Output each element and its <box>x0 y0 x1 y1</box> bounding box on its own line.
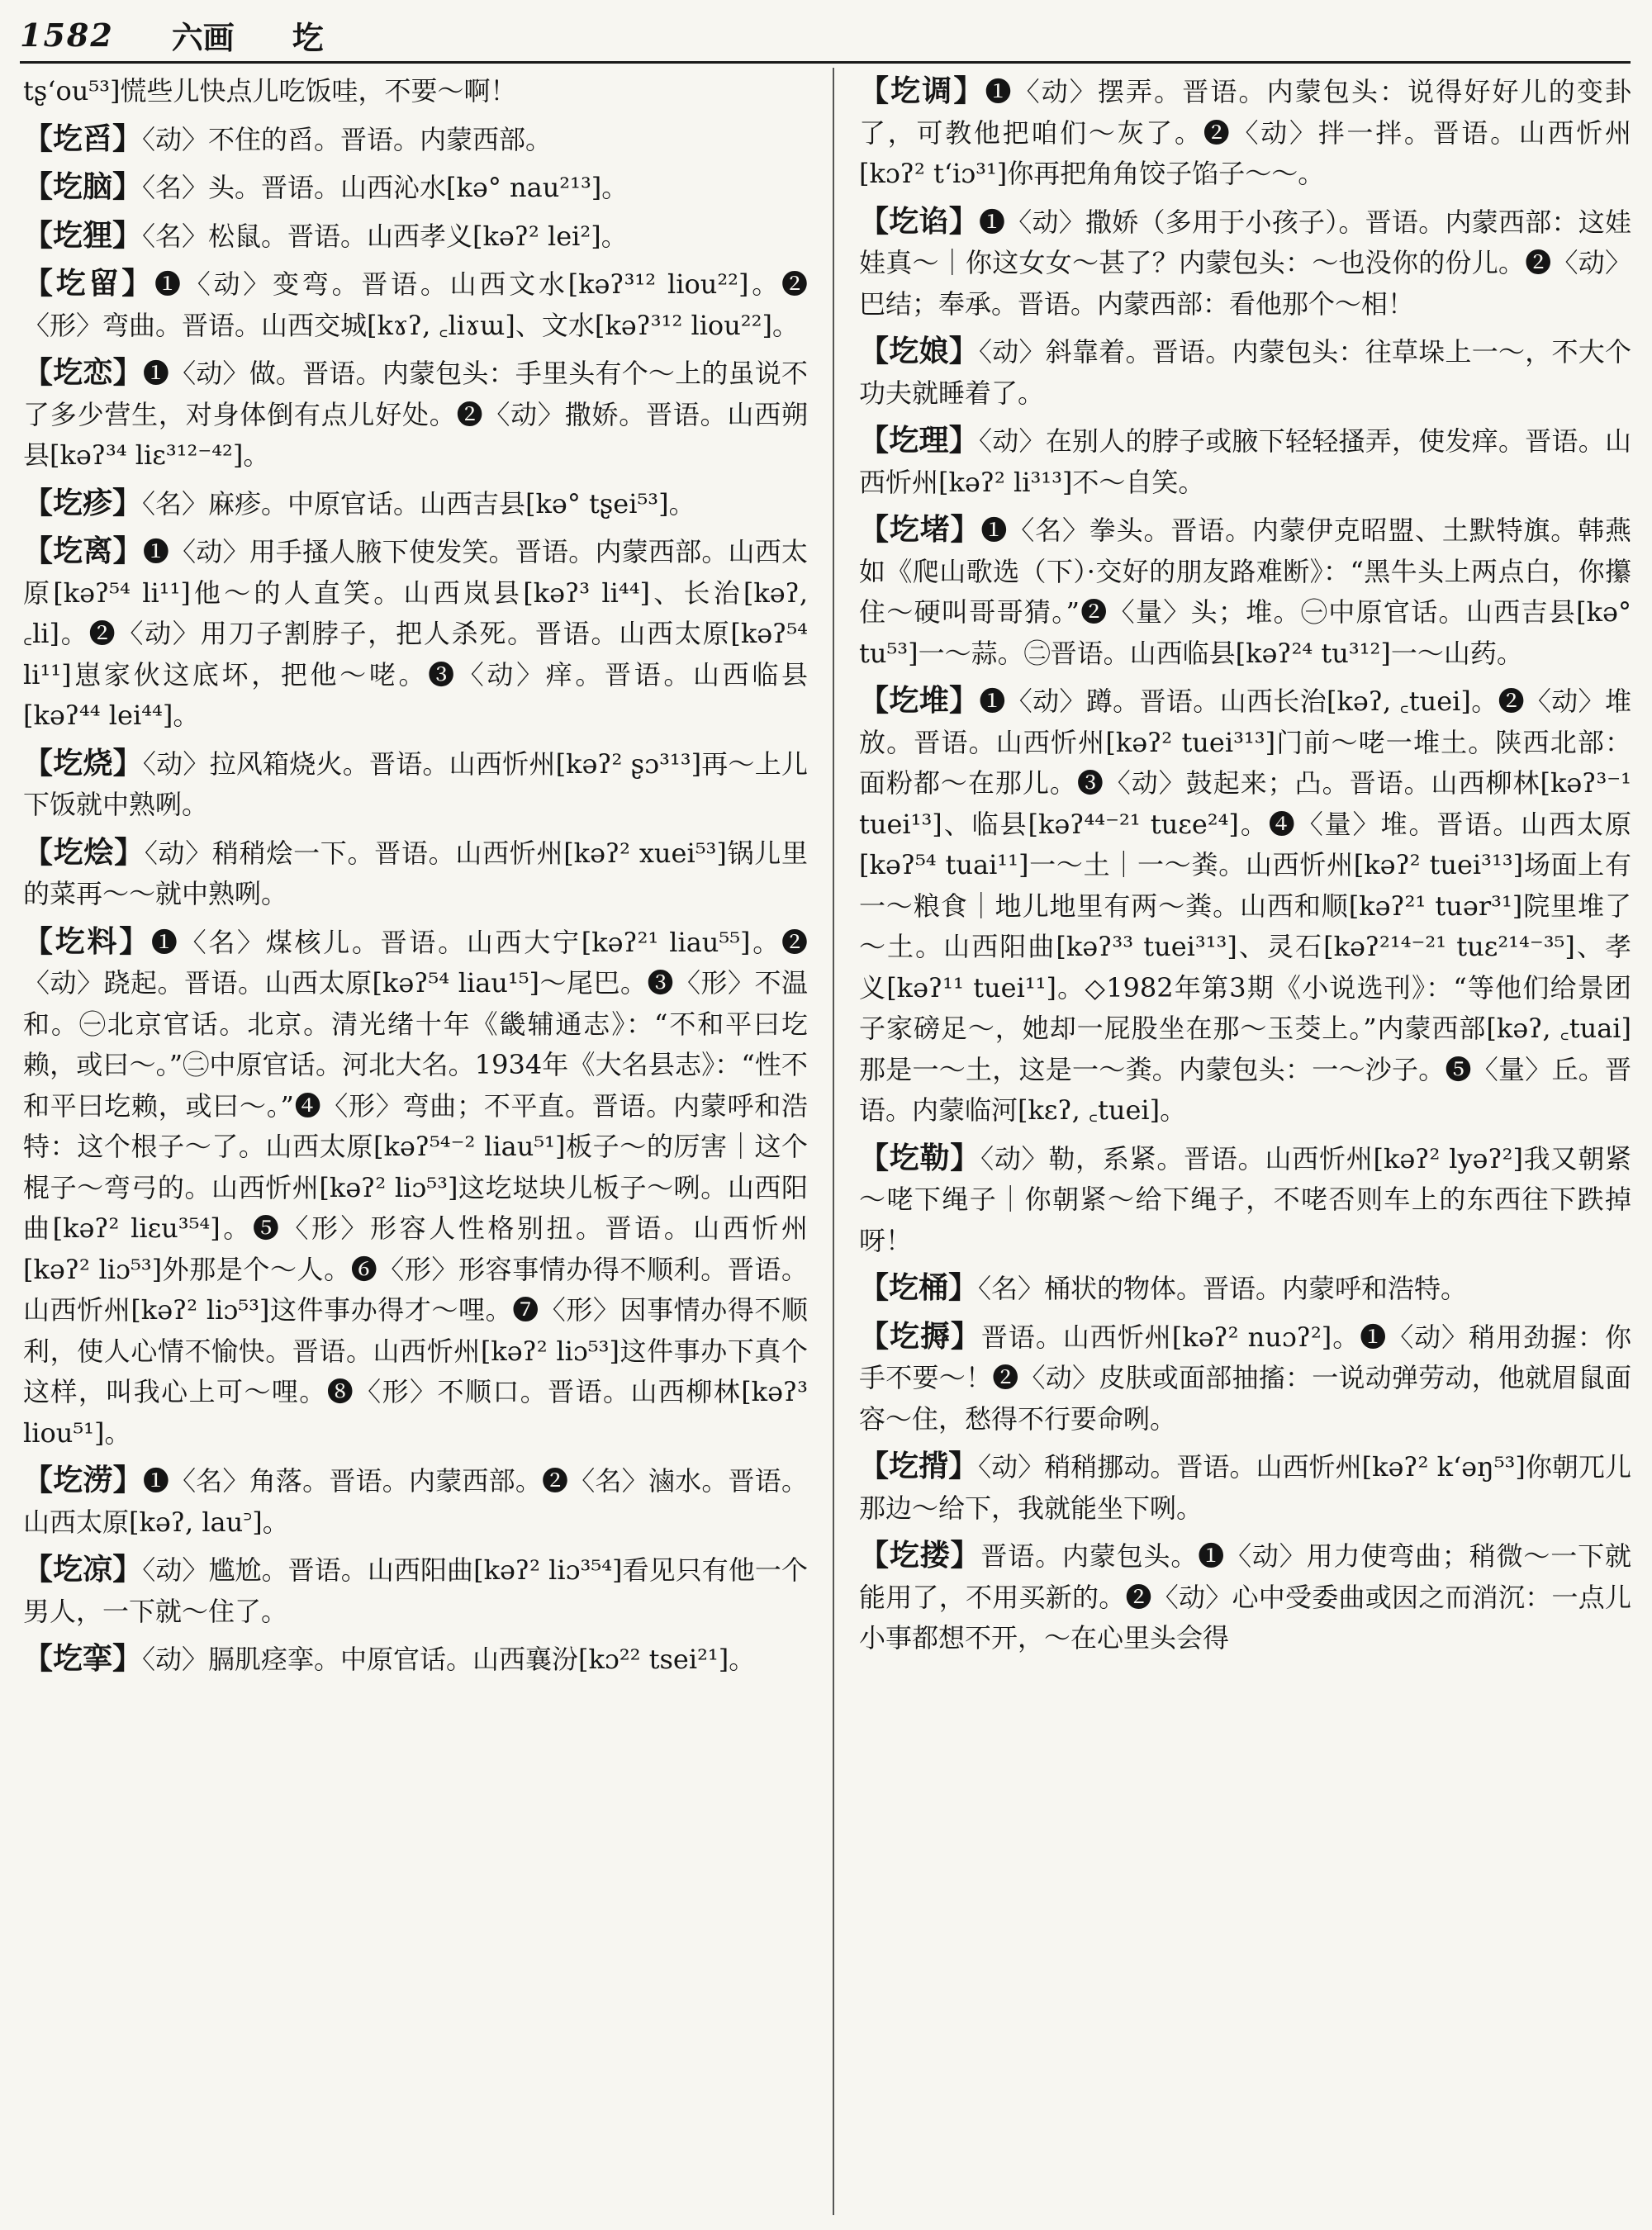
headword: 【圪调】 <box>859 74 985 108</box>
entry-ge-li-squirrel: 【圪狸】〈名〉松鼠。晋语。山西孝义[kəʔ² lei²]。 <box>23 217 628 253</box>
entry-ge-yao: 【圪舀】〈动〉不住的舀。晋语。内蒙西部。 <box>23 121 553 156</box>
headword: 【圪堆】 <box>859 683 980 718</box>
entry-ge-shao: 【圪烧】〈动〉拉风箱烧火。晋语。山西忻州[kəʔ² ʂɔ³¹³]再～上儿下饭就中熟咧。 <box>23 745 808 820</box>
entry-ge-lou: 【圪搂】晋语。内蒙包头。❶〈动〉用力使弯曲；稍微～一下就能用了，不用买新的。❷〈动〉心中受委曲或因之而消沉：一点儿小事都想不开，～在心里头会得 <box>859 1538 1631 1654</box>
entry-ge-nao: 【圪脑】〈名〉头。晋语。山西沁水[kə° nau²¹³]。 <box>23 169 629 204</box>
column-divider <box>833 68 834 2215</box>
entry-ge-dui: 【圪堆】❶〈动〉蹲。晋语。山西长治[kəʔ, ꜀tuei]。❷〈动〉堆放。晋语。山西忻州[kəʔ² tuei³¹³]门前～咾一堆土。陕西北部：面粉都～在那儿。❸〈动〉鼓起来；凸。晋语。山西柳林[kəʔ³⁻¹ tuei¹³]、临县[kəʔ⁴⁴⁻²¹ tuɛe²⁴]。❹〈量〉堆。晋语。山西太原[kəʔ⁵⁴ tuai¹¹]一～土｜一～粪。山西忻州[kəʔ² tuei³¹³]场面上有一～粮食｜地儿地里有两～粪。山西和顺[kəʔ²¹ tuər³¹]院里堆了～土。山西阳曲[kəʔ³³ tuei³¹³]、灵石[kəʔ²¹⁴⁻²¹ tuɛ²¹⁴⁻³⁵]、孝义[kəʔ¹¹ tuei¹¹]。◇1982年第3期《小说选刊》：“等他们给景团子家磅足～，她却一屁股坐在那～玉茭上。”内蒙西部[kəʔ, ꜀tuai]那是一～土，这是一～粪。内蒙包头：一～沙子。❺〈量〉丘。晋语。内蒙临河[kɛʔ, ꜀tuei]。 <box>859 683 1631 1126</box>
entry-ge-luan: 【圪挛】〈动〉膈肌痉挛。中原官话。山西襄汾[kɔ²² tsei²¹]。 <box>23 1641 756 1676</box>
entry-ge-ken: 【圪揹】〈动〉稍稍挪动。晋语。山西忻州[kəʔ² k‘əŋ⁵³]你朝兀儿那边～给下，我就能坐下咧。 <box>859 1449 1631 1524</box>
header-rule <box>20 61 1631 64</box>
headword: 【圪堵】 <box>859 512 981 547</box>
page-number: 1582 <box>20 16 114 54</box>
entry-ge-lao: 【圪涝】❶〈名〉角落。晋语。内蒙西部。❷〈名〉滷水。晋语。山西太原[kəʔ, lau꜄]。 <box>23 1463 808 1538</box>
headword: 【圪留】 <box>23 266 155 301</box>
entry-ge-chan: 【圪谄】❶〈动〉撒娇（多用于小孩子）。晋语。内蒙西部：这娃娃真～｜你这女女～甚了？内蒙包头：～也没你的份儿。❷〈动〉巴结；奉承。晋语。内蒙西部：看他那个～相！ <box>859 203 1631 320</box>
headword: 【圪理】 <box>859 423 979 458</box>
entry-ge-liu: 【圪留】❶〈动〉变弯。晋语。山西文水[kəʔ³¹² liou²²]。❷〈形〉弯曲。晋语。山西交城[kɤʔ, ꜀liɤɯ]、文水[kəʔ³¹² liou²²]。 <box>23 266 808 341</box>
entry-ge-li-itch: 【圪理】〈动〉在别人的脖子或腋下轻轻搔弄，使发痒。晋语。山西忻州[kəʔ² li³¹³]不～自笑。 <box>859 423 1631 498</box>
headword: 【圪揹】 <box>859 1449 979 1483</box>
headword: 【圪谄】 <box>859 203 979 239</box>
headword: 【圪搙】 <box>859 1318 981 1354</box>
entry-ge-du: 【圪堵】❶〈名〉拳头。晋语。内蒙伊克昭盟、土默特旗。韩燕如《爬山歌选（下）·交好的朋友路难断》：“黑牛头上两点白，你攥住～硬叫哥哥猜。”❷〈量〉头；堆。㊀中原官话。山西吉县[kə° tu⁵³]一～蒜。㊁晋语。山西临县[kəʔ²⁴ tu³¹²]一～山药。 <box>859 512 1631 669</box>
headword: 【圪烧】 <box>23 745 143 780</box>
entry-ge-hui: 【圪烩】〈动〉稍稍烩一下。晋语。山西忻州[kəʔ² xuei⁵³]锅儿里的菜再～～就中熟咧。 <box>23 834 808 909</box>
headword: 【圪娘】 <box>859 334 979 368</box>
headword: 【圪搂】 <box>859 1538 981 1573</box>
headword: 【圪脑】 <box>23 169 143 204</box>
headword: 【圪凉】 <box>23 1552 143 1587</box>
headword: 【圪勒】 <box>859 1140 981 1175</box>
header-character: 圪 <box>292 18 324 56</box>
section-label: 六画 <box>171 18 235 56</box>
headword: 【圪涝】 <box>23 1463 143 1497</box>
headword: 【圪离】 <box>23 534 143 568</box>
right-column <box>859 71 1631 2218</box>
left-column <box>23 71 808 2218</box>
entry-ge-liao: 【圪料】❶〈名〉煤核儿。晋语。山西大宁[kəʔ²¹ liau⁵⁵]。❷〈动〉跷起。晋语。山西太原[kəʔ⁵⁴ liau¹⁵]～尾巴。❸〈形〉不温和。㊀北京官话。北京。清光绪十年《畿辅通志》：“不和平曰圪赖，或曰～。”㊁中原官话。河北大名。1934年《大名县志》：“性不和平曰圪赖，或曰～。”❹〈形〉弯曲；不平直。晋语。内蒙呼和浩特：这个根子～了。山西太原[kəʔ⁵⁴⁻² liau⁵¹]板子～的厉害｜这个棍子～弯弓的。山西忻州[kəʔ² liɔ⁵³]这圪垯块儿板子～咧。山西阳曲[kəʔ² liɛu³⁵⁴]。❺〈形〉形容人性格别扭。晋语。山西忻州[kəʔ² liɔ⁵³]外那是个～人。❻〈形〉形容事情办得不顺利。晋语。山西忻州[kəʔ² liɔ⁵³]这件事办得才～哩。❼〈形〉因事情办得不顺利，使人心情不愉快。晋语。山西忻州[kəʔ² liɔ⁵³]这件事办下真个这样，叫我心上可～哩。❽〈形〉不顺口。晋语。山西柳林[kəʔ³ liou⁵¹]。 <box>23 923 808 1449</box>
entry-ge-nuo: 【圪搙】晋语。山西忻州[kəʔ² nuɔʔ²]。❶〈动〉稍用劲握：你手不要～！❷〈动〉皮肤或面部抽搐：一说动弹劳动，他就眉鼠面容～住，愁得不行要命咧。 <box>859 1318 1631 1435</box>
headword: 【圪恋】 <box>23 355 143 390</box>
entry-ge-liang: 【圪凉】〈动〉尴尬。晋语。山西阳曲[kəʔ² liɔ³⁵⁴]看见只有他一个男人，一下就～住了。 <box>23 1552 808 1627</box>
headword: 【圪挛】 <box>23 1641 143 1676</box>
entry-ge-tong: 【圪桶】〈名〉桶状的物体。晋语。内蒙呼和浩特。 <box>859 1270 1468 1305</box>
entry-ge-lian: 【圪恋】❶〈动〉做。晋语。内蒙包头：手里头有个～上的虽说不了多少营生，对身体倒有点儿好处。❷〈动〉撒娇。晋语。山西朔县[kəʔ³⁴ liɛ³¹²⁻⁴²]。 <box>23 355 808 471</box>
headword: 【圪桶】 <box>859 1270 979 1305</box>
page-header <box>20 8 1631 61</box>
headword: 【圪疹】 <box>23 485 143 520</box>
headword: 【圪料】 <box>23 923 151 959</box>
entry-ge-zhen: 【圪疹】〈名〉麻疹。中原官话。山西吉县[kə° tʂei⁵³]。 <box>23 485 695 520</box>
headword: 【圪烩】 <box>23 834 145 870</box>
entry-ge-li-tickle: 【圪离】❶〈动〉用手搔人腋下使发笑。晋语。内蒙西部。山西太原[kəʔ⁵⁴ li¹¹]他～的人直笑。山西岚县[kəʔ³ li⁴⁴]、长治[kəʔ, ꜀li]。❷〈动〉用刀子割脖子，把人杀死。晋语。山西太原[kəʔ⁵⁴ li¹¹]崽家伙这底坏，把他～咾。❸〈动〉痒。晋语。山西临县[kəʔ⁴⁴ lei⁴⁴]。 <box>23 534 808 731</box>
headword: 【圪舀】 <box>23 121 143 156</box>
entry-ge-le: 【圪勒】〈动〉勒，系紧。晋语。山西忻州[kəʔ² lyəʔ²]我又朝紧～咾下绳子｜你朝紧～给下绳子，不咾否则车上的东西往下跌掉呀！ <box>859 1140 1631 1256</box>
headword: 【圪狸】 <box>23 217 143 253</box>
entry-ge-niang: 【圪娘】〈动〉斜靠着。晋语。内蒙包头：往草垛上一～，不大个功夫就睡着了。 <box>859 334 1631 409</box>
entry-ge-tiao: 【圪调】❶〈动〉摆弄。晋语。内蒙包头：说得好好儿的变卦了，可教他把咱们～灰了。❷〈动〉拌一拌。晋语。山西忻州[kɔʔ² t‘iɔ³¹]你再把角角饺子馅子～～。 <box>859 74 1631 189</box>
entry-continuation: tʂ‘ou⁵³]慌些儿快点儿吃饭哇，不要～啊！ <box>23 75 517 107</box>
